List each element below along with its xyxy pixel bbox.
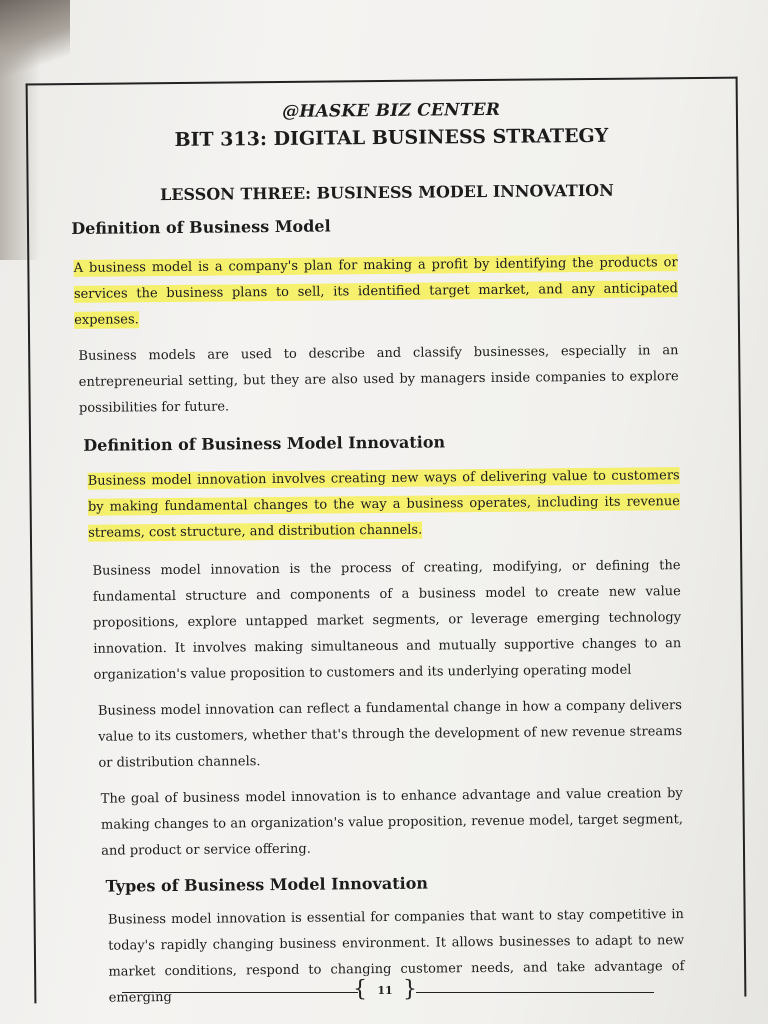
paragraph-bmi-reflect: Business model innovation can reflect a fundamental change in how a company delivers value to its customers, whether that's through the development of new revenue streams or distribution channels. [97, 698, 683, 771]
page-corner-fold [0, 0, 70, 90]
highlight-text: A business model is a company's plan for making a profit by identifying the products or services the business plans to sell, its identified target market, and any anticipated expenses. [73, 255, 678, 328]
highlighted-definition-bmi [88, 463, 681, 547]
footer-rule-right [416, 992, 654, 993]
document-header [66, 98, 677, 205]
paragraph-bmi-goal: The goal of business model innovation is to enhance advantage and value creation by making changes to an organization's value proposition, revenue model, target segment, and product or service offering. [100, 786, 684, 859]
page-number: 11 [377, 984, 393, 997]
highlighted-definition-business-model [74, 250, 679, 334]
footer-rule-left [122, 992, 358, 993]
org-name: @HASKE BIZ CENTER [282, 99, 501, 122]
course-title: BIT 313: DIGITAL BUSINESS STRATEGY [174, 124, 609, 151]
paragraph-bmi-process: Business model innovation is the process of creating, modifying, or defining the fundamental structure and components of a business model to create new value propositions, explore untapped market segments, or leverage emerging technology innovation. It involves making simultaneous and mutually supportive changes to an organization's value proposition to customers and its underlying operating model [92, 558, 682, 683]
paragraph-business-models-use: Business models are used to describe and classify businesses, especially in an entrepreneurial setting, but they are also used by managers inside companies to explore possibilities for future. [78, 343, 679, 416]
heading-definition-business-model: Definition of Business Model [71, 216, 331, 238]
paragraph-types-intro: Business model innovation is essential for companies that want to stay competitive in today's rapidly changing business environment. It allows businesses to adapt to new market conditions, respond to changing customer needs, and take advantage of emerging [107, 907, 685, 1006]
footer-brace-left: { [353, 977, 367, 1002]
heading-types-bmi: Types of Business Model Innovation [105, 873, 429, 896]
page-content [66, 90, 685, 1012]
heading-definition-bmi: Definition of Business Model Innovation [83, 432, 446, 455]
highlight-text: Business model innovation involves creating new ways of delivering value to customers by making fundamental changes to the way a business operates, including its revenue streams, cost structure, and distribution channels. [87, 468, 680, 541]
lesson-title: LESSON THREE: BUSINESS MODEL INNOVATION [159, 180, 614, 205]
footer-brace-right: } [403, 977, 417, 1002]
